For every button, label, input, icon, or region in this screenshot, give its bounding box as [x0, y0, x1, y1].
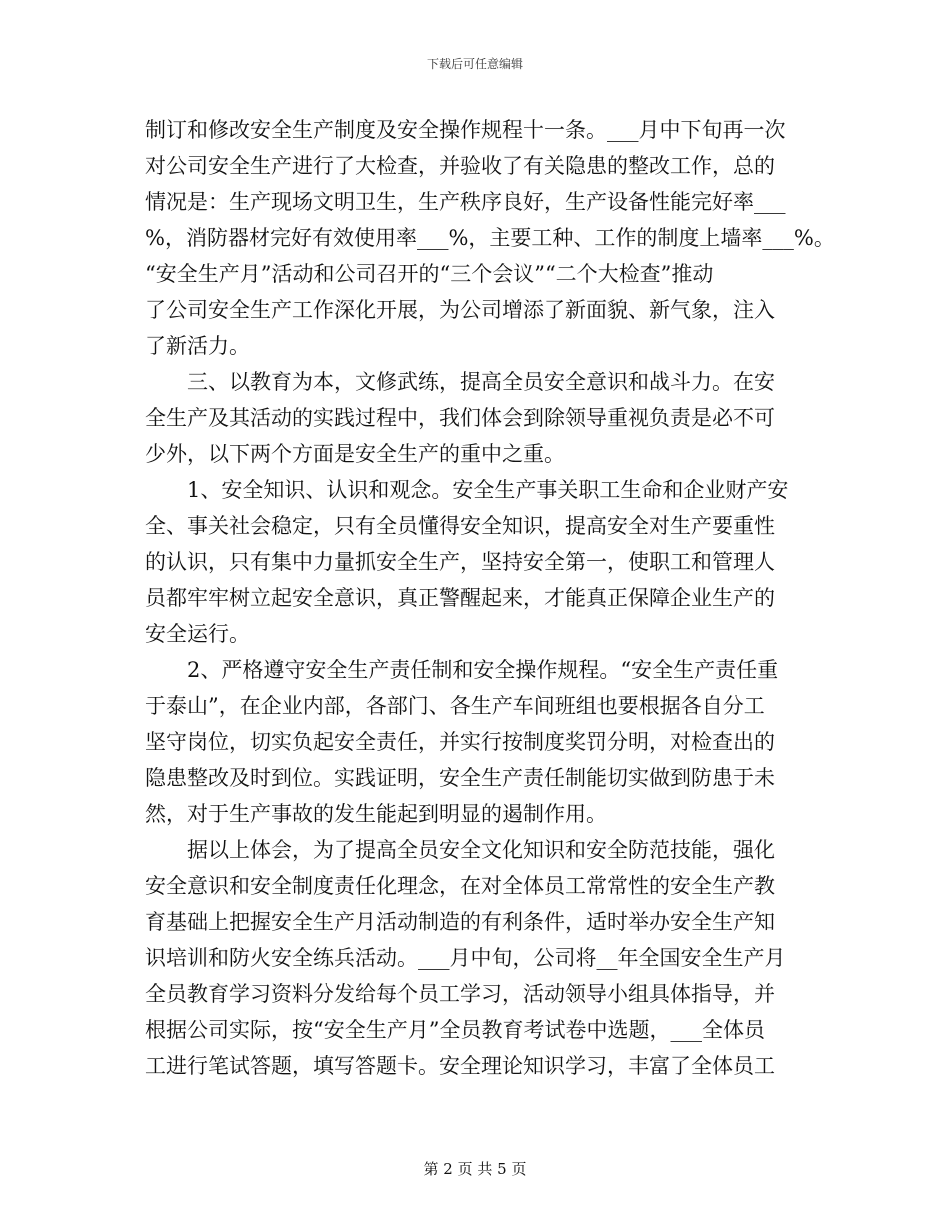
text-line: 坚守岗位，切实负起安全责任，并实行按制度奖罚分明，对检查出的	[145, 730, 775, 754]
text-line: 的认识，只有集中力量抓安全生产，坚持安全第一，使职工和管理人	[145, 550, 775, 574]
text-line: 全、事关社会稳定，只有全员懂得安全知识，提高安全对生产要重性	[145, 514, 775, 538]
text-line: 了新活力。	[145, 334, 250, 358]
text-line: 员都牢牢树立起安全意识，真正警醒起来，才能真正保障企业生产的	[145, 586, 775, 610]
text-line: 全生产及其活动的实践过程中，我们体会到除领导重视负责是必不可	[145, 406, 775, 430]
text-line: 育基础上把握安全生产月活动制造的有利条件，适时举办安全生产知	[145, 910, 775, 934]
text-line: 于泰山”，在企业内部，各部门、各生产车间班组也要根据各自分工	[145, 694, 765, 718]
text-line: %，消防器材完好有效使用率___%，主要工种、工作的制度上墙率___%。	[145, 226, 835, 250]
text-line: 隐患整改及时到位。实践证明，安全生产责任制能切实做到防患于未	[145, 766, 775, 790]
text-line: 根据公司实际，按“安全生产月”全员教育考试卷中选题，___全体员	[145, 1018, 765, 1042]
text-line: 对公司安全生产进行了大检查，并验收了有关隐患的整改工作，总的	[145, 154, 775, 178]
document-body	[145, 112, 835, 1084]
text-line: 三、以教育为本，文修武练，提高全员安全意识和战斗力。在安	[145, 370, 775, 394]
text-line: 情况是：生产现场文明卫生，生产秩序良好，生产设备性能完好率___	[145, 190, 786, 214]
text-line: 安全运行。	[145, 622, 250, 646]
text-line: 安全意识和安全制度责任化理念，在对全体员工常常性的安全生产教	[145, 874, 775, 898]
text-line: 2、严格遵守安全生产责任制和安全操作规程。“安全生产责任重	[145, 658, 779, 682]
text-line: 了公司安全生产工作深化开展，为公司增添了新面貌、新气象，注入	[145, 298, 775, 322]
text-line: 识培训和防火安全练兵活动。___月中旬，公司将__年全国安全生产月	[145, 946, 786, 970]
text-line: 工进行笔试答题，填写答题卡。安全理论知识学习，丰富了全体员工	[145, 1054, 775, 1078]
text-line: “安全生产月”活动和公司召开的“三个会议”“二个大检查”推动	[145, 262, 714, 286]
text-line: 1、安全知识、认识和观念。安全生产事关职工生命和企业财产安	[145, 478, 789, 502]
text-line: 然，对于生产事故的发生能起到明显的遏制作用。	[145, 802, 607, 826]
page-number: 第 2 页 共 5 页	[423, 1160, 527, 1178]
page-header: 下载后可任意编辑	[426, 57, 523, 71]
text-line: 少外，以下两个方面是安全生产的重中之重。	[145, 442, 565, 466]
text-line: 全员教育学习资料分发给每个员工学习，活动领导小组具体指导，并	[145, 982, 775, 1006]
text-line: 制订和修改安全生产制度及安全操作规程十一条。___月中下旬再一次	[145, 118, 786, 142]
text-line: 据以上体会，为了提高全员安全文化知识和安全防范技能，强化	[145, 838, 775, 862]
